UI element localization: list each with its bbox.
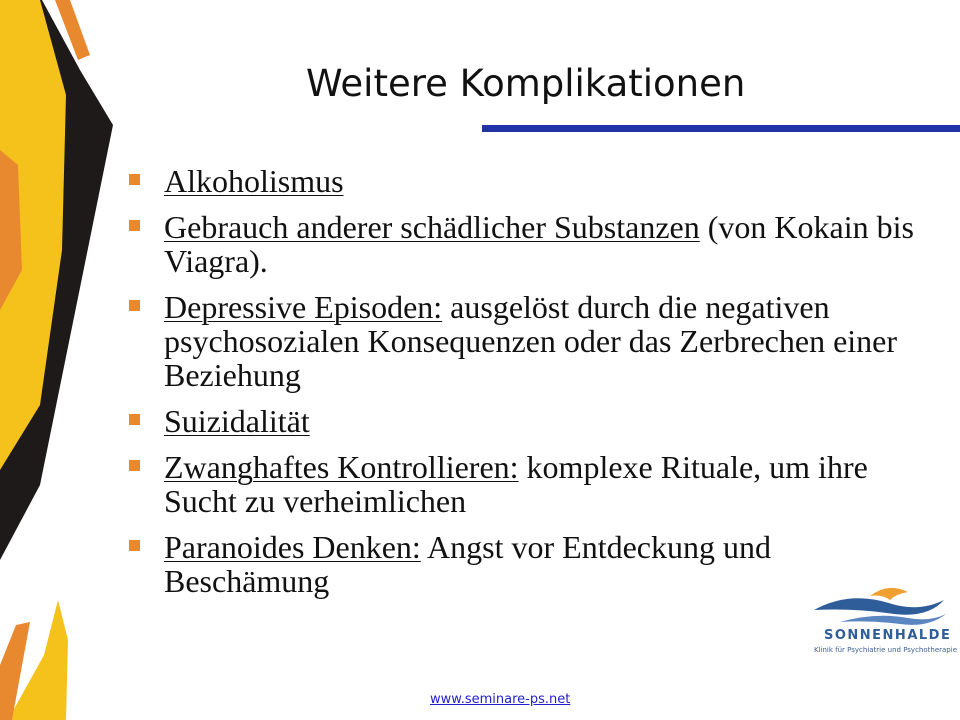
square-bullet-icon bbox=[129, 414, 140, 425]
bullet-term: Paranoides Denken: bbox=[164, 529, 421, 565]
bullet-item-suizidalitaet bbox=[128, 404, 918, 438]
sonnenhalde-logo bbox=[810, 584, 957, 664]
sun-wave-icon bbox=[810, 584, 950, 626]
square-bullet-icon bbox=[129, 300, 140, 311]
bullet-text: ausgelöst durch die negativen psychosozialen Konsequenzen oder das Zerbrechen einer Beziehung bbox=[164, 289, 898, 393]
logo-subtitle: Klinik für Psychiatrie und Psychotherapie bbox=[814, 646, 957, 654]
logo-name: SONNENHALDE bbox=[824, 628, 952, 643]
bullet-term: Suizidalität bbox=[164, 403, 310, 439]
bullet-text: (von Kokain bis Viagra). bbox=[164, 209, 914, 279]
bullet-text: komplexe Rituale, um ihre Sucht zu verheimlichen bbox=[164, 449, 868, 519]
bullet-item-substanzen bbox=[128, 210, 918, 278]
bullet-item-alkoholismus bbox=[128, 164, 918, 198]
bullet-list bbox=[128, 164, 918, 610]
bullet-term: Zwanghaftes Kontrollieren: bbox=[164, 449, 519, 485]
title-underline-bar bbox=[482, 125, 960, 132]
bullet-term: Depressive Episoden: bbox=[164, 289, 443, 325]
bullet-text: Angst vor Entdeckung und Beschämung bbox=[164, 529, 771, 599]
square-bullet-icon bbox=[129, 220, 140, 231]
bullet-item-paranoides-denken bbox=[128, 530, 918, 598]
square-bullet-icon bbox=[129, 540, 140, 551]
bullet-item-depressive-episoden bbox=[128, 290, 918, 392]
bullet-item-zwanghaftes-kontrollieren bbox=[128, 450, 918, 518]
square-bullet-icon bbox=[129, 460, 140, 471]
slide-title: Weitere Komplikationen bbox=[306, 62, 746, 105]
square-bullet-icon bbox=[129, 174, 140, 185]
bullet-term: Gebrauch anderer schädlicher Substanzen bbox=[164, 209, 700, 245]
bullet-term: Alkoholismus bbox=[164, 163, 344, 199]
footer-website-link[interactable]: www.seminare-ps.net bbox=[430, 692, 571, 707]
